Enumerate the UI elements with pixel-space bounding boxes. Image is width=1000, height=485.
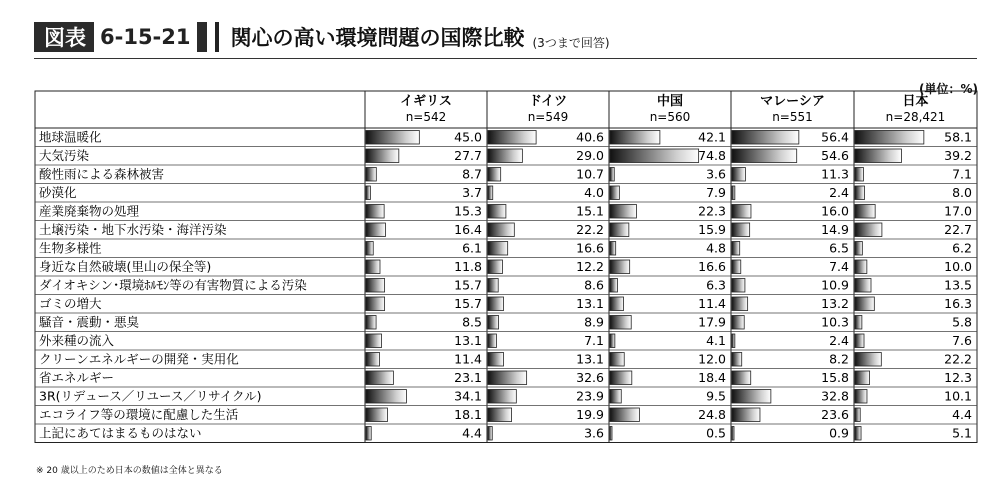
value-label: 15.3	[454, 203, 482, 219]
value-bar	[610, 186, 619, 200]
value-bar	[366, 223, 385, 237]
value-label: 10.9	[821, 277, 849, 293]
row-label: 産業廃棄物の処理	[39, 203, 140, 219]
row-label: 地球温暖化	[39, 129, 102, 145]
sample-size: n=542	[405, 110, 447, 124]
value-bar	[366, 427, 371, 441]
value-bar	[732, 408, 760, 422]
value-label: 13.5	[944, 277, 972, 293]
row-label: 大気汚染	[39, 148, 90, 163]
value-label: 6.5	[829, 240, 849, 256]
value-label: 6.3	[706, 277, 726, 293]
value-bar	[732, 353, 742, 367]
value-bar	[610, 168, 614, 182]
value-bar	[610, 408, 639, 422]
row-label: 騒音・震動・悪臭	[39, 314, 140, 330]
value-label: 27.7	[454, 148, 482, 163]
value-bar	[488, 334, 496, 348]
value-bar	[366, 242, 373, 256]
value-label: 4.4	[462, 425, 482, 441]
value-bar	[855, 260, 867, 274]
value-label: 11.8	[454, 259, 482, 274]
value-label: 3.6	[584, 425, 604, 441]
value-label: 22.2	[576, 222, 604, 237]
value-bar	[732, 334, 735, 348]
unit-label: (単位：%)	[919, 82, 978, 96]
value-label: 11.4	[454, 351, 482, 367]
value-bar	[610, 223, 629, 237]
value-bar	[855, 242, 862, 256]
value-label: 0.9	[829, 425, 849, 441]
country-header: マレーシア	[760, 94, 825, 109]
value-label: 56.4	[821, 129, 849, 145]
value-label: 23.9	[576, 388, 604, 404]
value-label: 7.4	[829, 259, 849, 274]
value-bar	[732, 260, 741, 274]
value-bar	[366, 316, 376, 330]
value-label: 14.9	[821, 222, 849, 237]
value-label: 4.4	[952, 407, 972, 422]
value-label: 23.1	[454, 370, 482, 385]
value-bar	[732, 131, 799, 145]
value-bar	[732, 186, 735, 200]
sample-size: n=560	[649, 110, 691, 124]
value-label: 42.1	[698, 129, 726, 145]
row-label: 砂漠化	[39, 185, 77, 200]
value-bar	[855, 205, 875, 219]
value-bar	[488, 427, 492, 441]
value-bar	[488, 279, 498, 293]
value-bar	[855, 371, 870, 385]
value-bar	[610, 353, 624, 367]
value-label: 8.7	[462, 166, 482, 182]
value-bar	[610, 279, 617, 293]
row-label: 身近な自然破壊(里山の保全等)	[39, 259, 212, 274]
row-label: 土壌汚染・地下水汚染・海洋汚染	[39, 222, 227, 237]
sample-size: n=549	[527, 110, 569, 124]
value-label: 7.1	[952, 166, 972, 182]
value-label: 16.6	[576, 240, 604, 256]
value-bar	[366, 334, 382, 348]
value-bar	[855, 131, 924, 145]
value-label: 12.2	[576, 259, 604, 274]
value-bar	[366, 353, 380, 367]
page-title: 関心の高い環境問題の国際比較	[230, 26, 525, 50]
value-bar	[855, 316, 862, 330]
sample-size: n=28,421	[885, 110, 946, 124]
value-bar	[488, 149, 522, 163]
value-label: 45.0	[454, 129, 482, 145]
value-bar	[488, 186, 493, 200]
value-label: 11.4	[698, 296, 726, 311]
value-bar	[732, 427, 734, 441]
value-bar	[488, 242, 508, 256]
value-bar	[488, 390, 516, 404]
value-label: 8.2	[829, 351, 849, 367]
value-label: 23.6	[821, 407, 849, 422]
value-label: 24.8	[698, 407, 726, 422]
value-label: 0.5	[706, 425, 726, 441]
value-bar	[488, 408, 512, 422]
row-label: エコライフ等の環境に配慮した生活	[39, 407, 239, 422]
value-label: 10.7	[576, 166, 604, 182]
country-header: ドイツ	[528, 94, 568, 109]
value-bar	[366, 297, 385, 311]
value-label: 40.6	[576, 129, 604, 145]
value-bar	[855, 223, 882, 237]
value-label: 7.6	[952, 333, 972, 348]
value-bar	[488, 353, 504, 367]
value-label: 10.3	[821, 314, 849, 330]
value-label: 18.1	[454, 407, 482, 422]
value-bar	[366, 168, 376, 182]
value-bar	[366, 149, 399, 163]
row-label: 省エネルギー	[39, 370, 115, 385]
value-bar	[610, 131, 660, 145]
value-label: 8.0	[952, 185, 972, 200]
value-label: 19.9	[576, 407, 604, 422]
value-bar	[366, 186, 370, 200]
value-label: 22.2	[944, 351, 972, 367]
value-bar	[732, 390, 771, 404]
value-label: 13.1	[454, 333, 482, 348]
value-label: 74.8	[698, 148, 726, 163]
value-label: 16.4	[454, 222, 482, 237]
value-bar	[610, 205, 636, 219]
value-label: 5.1	[952, 425, 972, 441]
value-bar	[610, 334, 615, 348]
value-label: 17.0	[944, 203, 972, 219]
value-bar	[488, 297, 504, 311]
value-label: 6.2	[952, 240, 972, 256]
value-bar	[855, 427, 861, 441]
value-label: 12.3	[944, 370, 972, 385]
value-label: 10.0	[944, 259, 972, 274]
figure-badge-label: 図表	[44, 26, 86, 50]
value-bar	[366, 260, 380, 274]
value-bar	[610, 390, 621, 404]
row-label: クリーンエネルギーの開発・実用化	[39, 351, 239, 367]
value-bar	[855, 408, 860, 422]
value-label: 7.9	[706, 185, 726, 200]
value-label: 29.0	[576, 148, 604, 163]
value-label: 2.4	[829, 333, 849, 348]
value-bar	[488, 260, 502, 274]
value-label: 13.1	[576, 296, 604, 311]
row-label: ダイオキシン･環境ﾎﾙﾓﾝ等の有害物質による汚染	[39, 277, 307, 293]
value-bar	[732, 223, 750, 237]
value-label: 15.9	[698, 222, 726, 237]
value-label: 6.1	[462, 240, 482, 256]
value-label: 5.8	[952, 314, 972, 330]
value-bar	[732, 279, 745, 293]
value-bar	[488, 205, 506, 219]
value-bar	[610, 242, 616, 256]
title-note: (3つまで回答)	[532, 36, 610, 50]
value-label: 16.0	[821, 203, 849, 219]
value-bar	[855, 390, 867, 404]
value-label: 15.7	[454, 296, 482, 311]
value-bar	[488, 223, 514, 237]
value-bar	[610, 427, 612, 441]
value-label: 4.0	[584, 185, 604, 200]
value-label: 32.6	[576, 370, 604, 385]
value-bar	[855, 279, 871, 293]
figure-number: 6-15-21	[94, 22, 197, 52]
value-bar	[855, 334, 864, 348]
value-bar	[610, 149, 699, 163]
country-header: 中国	[656, 94, 684, 109]
value-label: 12.0	[698, 351, 726, 367]
value-label: 11.3	[821, 166, 849, 182]
value-bar	[488, 316, 499, 330]
value-bar	[488, 131, 536, 145]
value-bar	[855, 186, 864, 200]
row-label: ゴミの増大	[39, 296, 102, 311]
value-label: 34.1	[454, 388, 482, 404]
value-bar	[366, 408, 387, 422]
value-label: 54.6	[821, 148, 849, 163]
value-label: 22.7	[944, 222, 972, 237]
value-label: 4.8	[706, 240, 726, 256]
value-label: 32.8	[821, 388, 849, 404]
value-label: 22.3	[698, 203, 726, 219]
value-label: 58.1	[944, 129, 972, 145]
value-label: 8.9	[584, 314, 604, 330]
value-label: 3.7	[462, 185, 482, 200]
value-bar	[732, 149, 797, 163]
value-bar	[732, 205, 751, 219]
value-bar	[366, 390, 406, 404]
value-label: 15.8	[821, 370, 849, 385]
value-bar	[366, 205, 384, 219]
value-bar	[855, 297, 874, 311]
value-bar	[610, 297, 624, 311]
value-bar	[488, 168, 501, 182]
sample-size: n=551	[772, 110, 813, 124]
row-label: 3R(リデュース／リユース／リサイクル)	[39, 388, 262, 404]
value-label: 18.4	[698, 370, 726, 385]
value-bar	[732, 168, 745, 182]
value-label: 8.5	[462, 314, 482, 330]
row-label: 生物多様性	[39, 240, 102, 256]
value-label: 15.1	[576, 203, 604, 219]
value-bar	[732, 242, 740, 256]
value-label: 3.6	[706, 166, 726, 182]
value-bar	[610, 371, 632, 385]
value-label: 2.4	[829, 185, 849, 200]
value-bar	[732, 316, 744, 330]
value-bar	[732, 297, 748, 311]
value-label: 10.1	[944, 388, 972, 404]
value-label: 15.7	[454, 277, 482, 293]
value-label: 9.5	[706, 388, 726, 404]
country-header: 日本	[902, 94, 929, 109]
value-bar	[855, 353, 881, 367]
value-label: 4.1	[706, 333, 726, 348]
value-label: 16.6	[698, 259, 726, 274]
value-label: 17.9	[698, 314, 726, 330]
value-label: 39.2	[944, 148, 972, 163]
value-label: 7.1	[584, 333, 604, 348]
country-header: イギリス	[400, 94, 452, 109]
value-label: 16.3	[944, 296, 972, 311]
row-label: 外来種の流入	[39, 333, 115, 348]
row-label: 上記にあてはまるものはない	[39, 425, 202, 441]
value-bar	[366, 279, 385, 293]
value-label: 13.1	[576, 351, 604, 367]
footnote: ※ 20 歳以上のため日本の数値は全体と異なる	[36, 466, 223, 476]
value-bar	[610, 260, 630, 274]
value-bar	[366, 371, 393, 385]
value-bar	[732, 371, 751, 385]
value-label: 13.2	[821, 296, 849, 311]
value-bar	[366, 131, 419, 145]
value-bar	[855, 168, 863, 182]
value-bar	[488, 371, 527, 385]
value-label: 8.6	[584, 277, 604, 293]
value-bar	[855, 149, 901, 163]
value-bar	[610, 316, 631, 330]
row-label: 酸性雨による森林被害	[39, 166, 165, 182]
